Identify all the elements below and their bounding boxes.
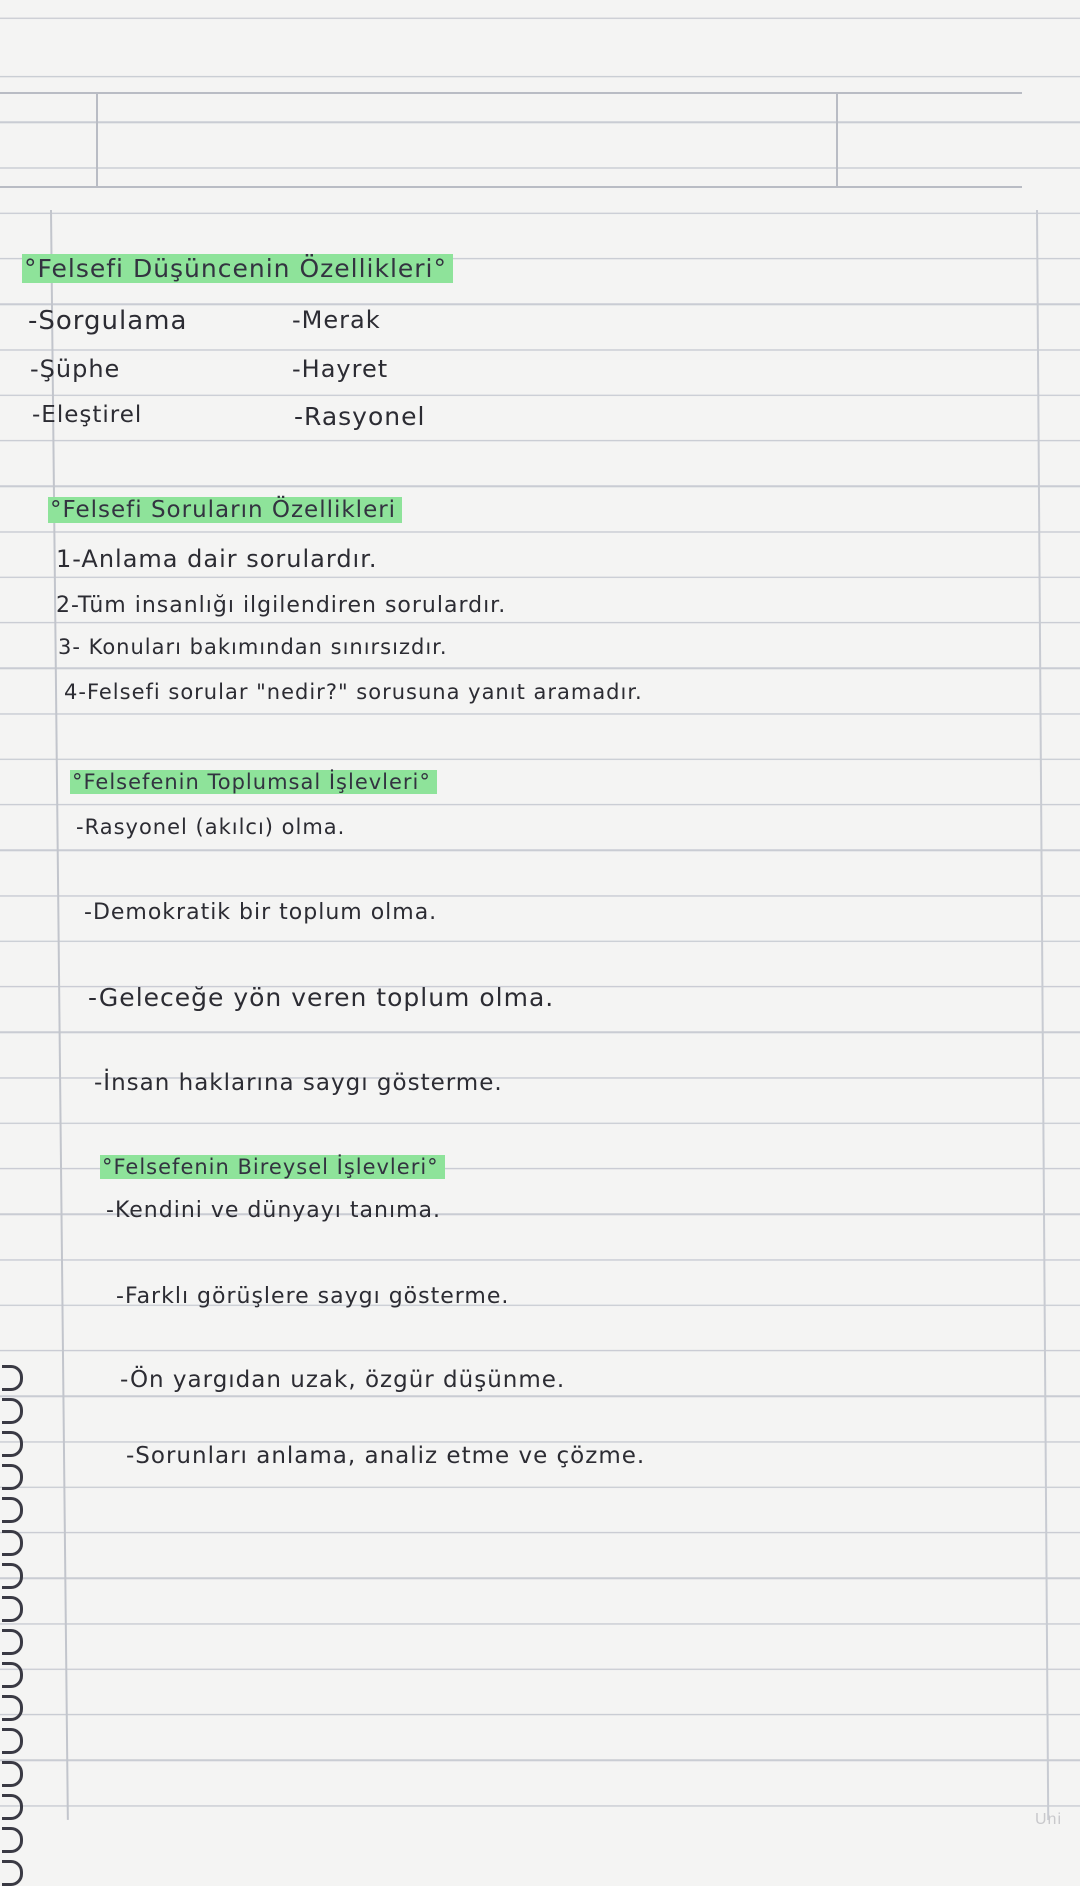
spiral-binding (0, 1365, 40, 1825)
list-item: 1-Anlama dair sorulardır. (56, 545, 378, 573)
section-heading: °Felsefenin Bireysel İşlevleri° (100, 1155, 445, 1179)
list-item: -Eleştirel (32, 402, 143, 428)
list-item: -Ön yargıdan uzak, özgür düşünme. (120, 1367, 566, 1393)
list-item: -Sorunları anlama, analiz etme ve çözme. (126, 1443, 646, 1469)
list-item: -Şüphe (30, 355, 121, 383)
list-item: -Farklı görüşlere saygı gösterme. (116, 1284, 510, 1309)
page-header-box (0, 92, 1022, 188)
list-item: -Hayret (292, 355, 389, 383)
list-item: -Merak (292, 306, 381, 334)
list-item: -Geleceğe yön veren toplum olma. (88, 983, 555, 1012)
margin-line (1036, 210, 1049, 1820)
section-heading: °Felsefi Soruların Özellikleri (48, 497, 402, 523)
list-item: -Kendini ve dünyayı tanıma. (106, 1198, 441, 1223)
margin-line (50, 210, 69, 1820)
watermark: Uni (1034, 1811, 1062, 1828)
list-item: 2-Tüm insanlığı ilgilendiren sorulardır. (56, 593, 507, 618)
header-divider (836, 94, 838, 186)
list-item: -Demokratik bir toplum olma. (84, 900, 438, 925)
list-item: -Rasyonel (akılcı) olma. (76, 815, 346, 839)
list-item: -Rasyonel (294, 402, 426, 431)
section-heading: °Felsefi Düşüncenin Özellikleri° (22, 254, 453, 283)
list-item: -Sorgulama (28, 306, 188, 336)
list-item: 3- Konuları bakımından sınırsızdır. (58, 635, 448, 659)
list-item: -İnsan haklarına saygı gösterme. (94, 1070, 503, 1096)
header-divider (96, 94, 98, 186)
section-heading: °Felsefenin Toplumsal İşlevleri° (70, 770, 437, 794)
list-item: 4-Felsefi sorular "nedir?" sorusuna yanıt aramadır. (64, 680, 643, 704)
